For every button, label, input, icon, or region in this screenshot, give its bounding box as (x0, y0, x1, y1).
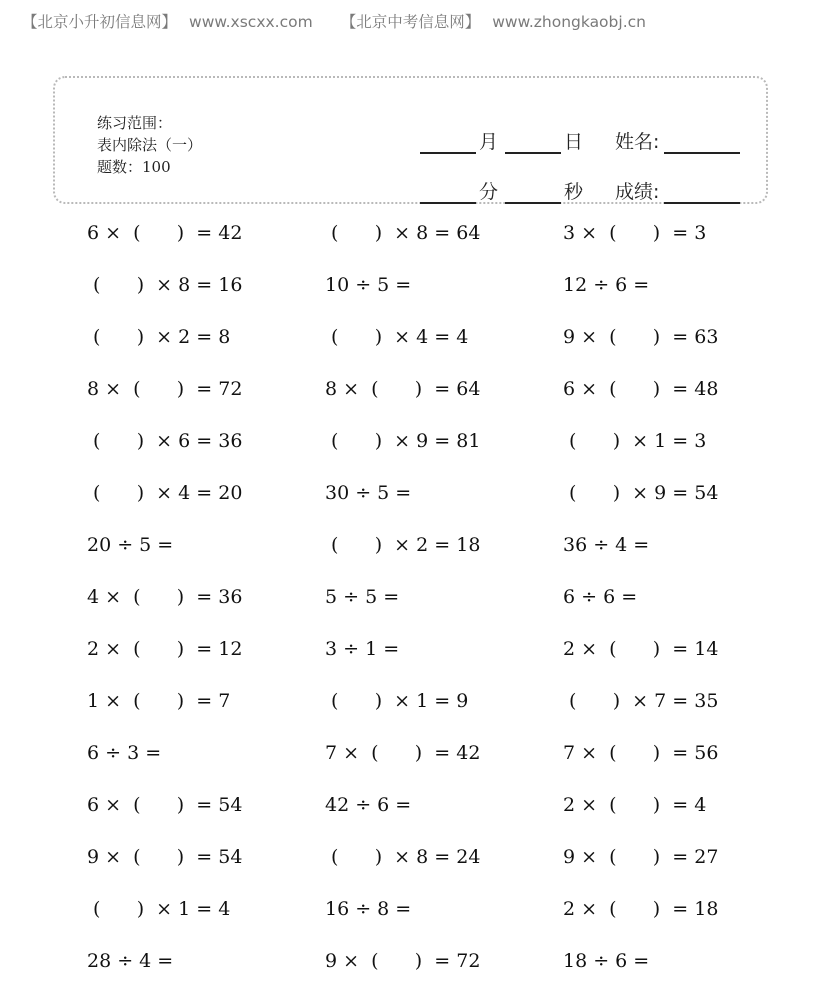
day-label: 日 (564, 131, 584, 153)
problem-row (0, 364, 827, 416)
problem-item: ( ) × 2 = 18 (325, 534, 481, 556)
problem-item: ( ) × 9 = 81 (325, 430, 481, 452)
time-score-row (420, 154, 740, 204)
score-blank[interactable] (664, 180, 740, 204)
date-name-row (420, 104, 740, 154)
problem-item: ( ) × 2 = 8 (87, 326, 231, 348)
problem-row (0, 832, 827, 884)
second-blank[interactable] (505, 180, 561, 204)
month-label: 月 (479, 131, 499, 153)
range-value: 表内除法（一） (97, 136, 203, 154)
problem-item: 9 × ( ) = 63 (563, 326, 719, 348)
problem-item: 12 ÷ 6 = (563, 274, 650, 296)
problem-item: 16 ÷ 8 = (325, 898, 412, 920)
problem-item: ( ) × 7 = 35 (563, 690, 719, 712)
problem-item: ( ) × 4 = 4 (325, 326, 469, 348)
problem-item: 4 × ( ) = 36 (87, 586, 243, 608)
problem-item: 2 × ( ) = 12 (87, 638, 243, 660)
name-label: 姓名: (615, 131, 660, 153)
problem-row (0, 260, 827, 312)
problem-item: 7 × ( ) = 56 (563, 742, 719, 764)
problem-row (0, 676, 827, 728)
problem-item: ( ) × 8 = 16 (87, 274, 243, 296)
problem-item: 6 ÷ 3 = (87, 742, 162, 764)
problem-item: 8 × ( ) = 72 (87, 378, 243, 400)
problem-item: 10 ÷ 5 = (325, 274, 412, 296)
site1-url[interactable]: www.xscxx.com (189, 13, 313, 31)
problem-item: 2 × ( ) = 18 (563, 898, 719, 920)
problem-item: 9 × ( ) = 27 (563, 846, 719, 868)
score-label: 成绩: (615, 181, 660, 203)
problem-count: 题数：100 (97, 158, 171, 176)
problem-item: ( ) × 1 = 3 (563, 430, 707, 452)
problem-row (0, 624, 827, 676)
problem-item: 6 × ( ) = 48 (563, 378, 719, 400)
problem-item: 6 × ( ) = 42 (87, 222, 243, 244)
problem-item: 2 × ( ) = 4 (563, 794, 707, 816)
problem-row (0, 936, 827, 988)
problem-row (0, 208, 827, 260)
second-label: 秒 (564, 181, 584, 203)
problem-grid (0, 208, 827, 988)
problem-item: ( ) × 4 = 20 (87, 482, 243, 504)
problem-row (0, 312, 827, 364)
problem-item: 42 ÷ 6 = (325, 794, 412, 816)
problem-item: 6 × ( ) = 54 (87, 794, 243, 816)
range-label: 练习范围： (97, 114, 173, 132)
problem-item: ( ) × 9 = 54 (563, 482, 719, 504)
practice-info (97, 112, 202, 178)
problem-row (0, 572, 827, 624)
problem-item: 7 × ( ) = 42 (325, 742, 481, 764)
problem-item: 28 ÷ 4 = (87, 950, 174, 972)
site2-url[interactable]: www.zhongkaobj.cn (492, 13, 646, 31)
top-banner (22, 10, 812, 32)
month-blank[interactable] (420, 130, 476, 154)
problem-row (0, 468, 827, 520)
problem-item: 5 ÷ 5 = (325, 586, 400, 608)
problem-item: ( ) × 1 = 4 (87, 898, 231, 920)
problem-row (0, 520, 827, 572)
problem-item: 3 × ( ) = 3 (563, 222, 707, 244)
minute-label: 分 (479, 181, 499, 203)
site2-name: 【北京中考信息网】 (340, 13, 481, 31)
problem-item: 2 × ( ) = 14 (563, 638, 719, 660)
problem-item: ( ) × 8 = 24 (325, 846, 481, 868)
problem-item: 30 ÷ 5 = (325, 482, 412, 504)
worksheet-header (53, 76, 768, 204)
day-blank[interactable] (505, 130, 561, 154)
name-blank[interactable] (664, 130, 740, 154)
problem-item: 6 ÷ 6 = (563, 586, 638, 608)
problem-item: 8 × ( ) = 64 (325, 378, 481, 400)
problem-item: 1 × ( ) = 7 (87, 690, 231, 712)
problem-row (0, 780, 827, 832)
problem-item: ( ) × 8 = 64 (325, 222, 481, 244)
problem-item: 18 ÷ 6 = (563, 950, 650, 972)
site1-name: 【北京小升初信息网】 (22, 13, 178, 31)
problem-row (0, 884, 827, 936)
student-fields (420, 104, 740, 204)
problem-row (0, 416, 827, 468)
problem-row (0, 728, 827, 780)
problem-item: 9 × ( ) = 54 (87, 846, 243, 868)
problem-item: 3 ÷ 1 = (325, 638, 400, 660)
problem-item: ( ) × 1 = 9 (325, 690, 469, 712)
problem-item: 9 × ( ) = 72 (325, 950, 481, 972)
problem-item: 20 ÷ 5 = (87, 534, 174, 556)
problem-item: ( ) × 6 = 36 (87, 430, 243, 452)
minute-blank[interactable] (420, 180, 476, 204)
problem-item: 36 ÷ 4 = (563, 534, 650, 556)
